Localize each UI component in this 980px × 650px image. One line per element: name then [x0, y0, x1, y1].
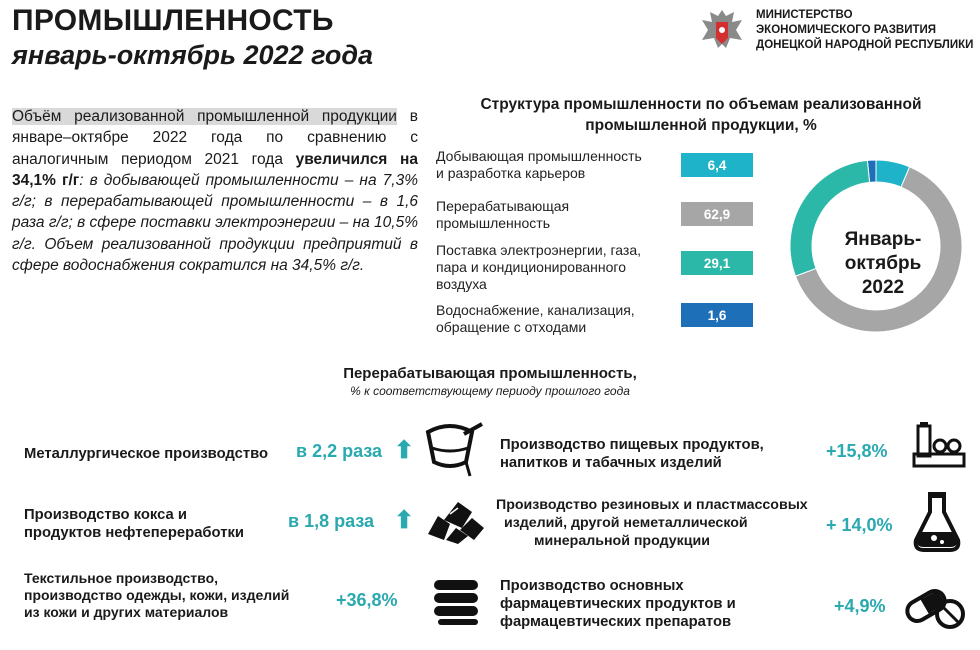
category-label-line: Поставка электроэнергии, газа, [436, 242, 641, 258]
industry-label-line: фармацевтических продуктов и [500, 596, 736, 612]
industry-label-line: Текстильное производство, [24, 570, 219, 586]
industry-label-line: производство одежды, кожи, изделий [24, 587, 290, 603]
ladle-icon [420, 418, 490, 480]
industry-label-line: из кожи и других материалов [24, 604, 229, 620]
category-label-line: обращение с отходами [436, 319, 587, 335]
arrow-up-icon: ⬆ [394, 507, 415, 534]
industry-label-line: фармацевтических препаратов [500, 614, 732, 630]
industry-label-pharma [500, 577, 736, 631]
value-badge: 1,6 [681, 303, 753, 327]
arrow-up-icon: ⬆ [394, 437, 415, 464]
industry-label-food [500, 436, 764, 472]
page-subtitle: январь-октябрь 2022 года [12, 40, 374, 70]
category-label-line: и разработка карьеров [436, 165, 586, 181]
lead-highlight: Объём реализованной промышленной продукции [12, 108, 397, 125]
industry-label-line: минеральной продукции [534, 533, 710, 549]
category-label [436, 198, 666, 232]
category-label-line: Добывающая промышленность [436, 148, 642, 164]
fabric-stack-icon [430, 576, 484, 626]
chart-title-line-2: промышленной продукции, % [585, 117, 817, 134]
lead-text: в январе–октябре 2022 года по сравнению с аналогичным периодом 2021 года [12, 108, 418, 168]
page-title: ПРОМЫШЛЕННОСТЬ [12, 4, 334, 37]
lead-details: : в добывающей промышленности – на 7,3% г/г; в перерабатывающей промышленности – в 1,6 раза г/г; в сфере поставки электроэнергии – на 10,5% г/г. Объем реализованной продукции предприятий в сфере водоснабжения сократился на 34,5% г/г. [12, 171, 418, 275]
industry-label-line: Производство основных [500, 578, 684, 594]
pills-icon [902, 584, 966, 630]
industry-label-line: Производство кокса и [24, 507, 187, 523]
industry-value-rubber: + 14,0% [826, 515, 893, 535]
lead-growth: увеличился на 34,1% г/г [12, 150, 418, 189]
category-label-line: промышленность [436, 215, 550, 231]
category-label-line: пара и кондиционированного [436, 259, 626, 275]
ministry-line-1: МИНИСТЕРСТВО [756, 9, 853, 21]
section-subtitle: % к соответствующему периоду прошлого года [350, 384, 630, 398]
category-label-line: воздуха [436, 276, 487, 292]
donut-center-line-1: Январь- [844, 229, 922, 250]
industry-label-textile [24, 570, 289, 621]
industry-label-line: Металлургическое производство [24, 446, 269, 462]
category-label [436, 148, 666, 182]
chart-title-line-1: Структура промышленности по объемам реализованной [480, 96, 922, 113]
industry-label-line: напитков и табачных изделий [500, 455, 722, 471]
industry-label-line: продуктов нефтепереработки [24, 525, 244, 541]
donut-center-label [818, 228, 948, 300]
emblem-icon [696, 4, 748, 56]
industry-value-metallurgy: в 2,2 раза [296, 441, 383, 461]
value-badge: 6,4 [681, 153, 753, 177]
industry-value-food: +15,8% [826, 441, 888, 461]
industry-value-coke: в 1,8 раза [288, 511, 375, 531]
category-label-line: Перерабатывающая [436, 198, 570, 214]
section-header [0, 365, 980, 398]
section-title: Перерабатывающая промышленность, [343, 365, 637, 382]
category-label-line: Водоснабжение, канализация, [436, 302, 635, 318]
donut-center-line-2: октябрь [844, 253, 922, 274]
industry-label-line: изделий, другой неметаллической [504, 515, 748, 531]
industry-label-line: Производство резиновых и пластмассовых [496, 497, 808, 513]
ministry-name [756, 8, 980, 53]
lead-paragraph [12, 106, 418, 276]
industry-value-textile: +36,8% [336, 590, 398, 610]
industry-label-rubber [496, 496, 808, 550]
coal-icon [424, 494, 486, 544]
ministry-line-2: ЭКОНОМИЧЕСКОГО РАЗВИТИЯ [756, 24, 937, 36]
industry-label-line: Производство пищевых продуктов, [500, 437, 764, 453]
category-label [436, 242, 666, 293]
value-badge: 62,9 [681, 202, 753, 226]
industry-label-coke [24, 506, 244, 542]
ministry-line-3: ДОНЕЦКОЙ НАРОДНОЙ РЕСПУБЛИКИ [756, 39, 974, 51]
food-basket-icon [912, 422, 966, 468]
donut-center-line-3: 2022 [861, 277, 905, 298]
flask-icon [910, 490, 964, 554]
chart-title [436, 94, 966, 136]
category-label [436, 302, 666, 336]
value-badge: 29,1 [681, 251, 753, 275]
industry-label-metallurgy [24, 445, 268, 463]
industry-value-pharma: +4,9% [834, 596, 886, 616]
